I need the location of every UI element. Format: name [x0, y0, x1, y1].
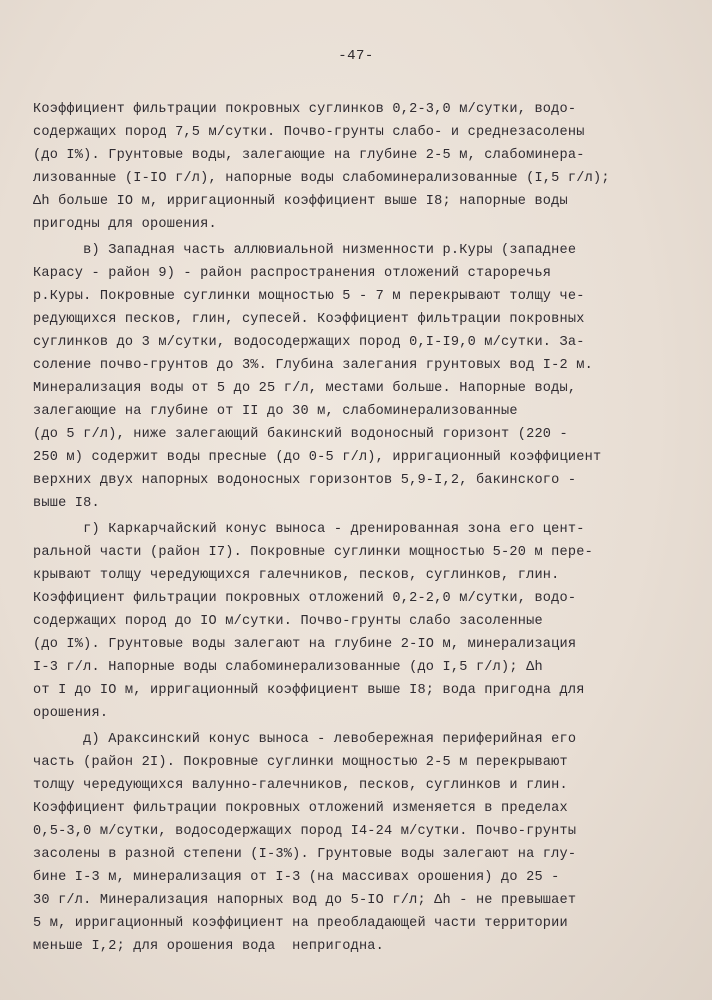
text-line: (до I%). Грунтовые воды залегают на глубине 2-IO м, минерализация [33, 637, 577, 652]
text-line: пригодны для орошения. [33, 217, 217, 232]
text-line: Коэффициент фильтрации покровных отложений 0,2-2,0 м/сутки, водо- [33, 591, 577, 606]
text-line: орошения. [33, 706, 109, 721]
text-line: Коэффициент фильтрации покровных отложений изменяется в пределах [33, 801, 568, 816]
text-line: толщу чередующихся валунно-галечников, песков, суглинков и глин. [33, 778, 568, 793]
text-line: 30 г/л. Минерализация напорных вод до 5-IO г/л; Δh - не превышает [33, 893, 577, 908]
text-line: от I до IO м, ирригационный коэффициент выше I8; вода пригодна для [33, 683, 585, 698]
text-line: бине I-3 м, минерализация от I-3 (на массивах орошения) до 25 - [33, 870, 560, 885]
text-line: ральной части (район I7). Покровные суглинки мощностью 5-20 м пере- [33, 545, 593, 560]
text-line: Коэффициент фильтрации покровных суглинков 0,2-3,0 м/сутки, водо- [33, 102, 577, 117]
body-text [33, 98, 693, 958]
text-line: д) Араксинский конус выноса - левобережная периферийная его [33, 732, 577, 747]
page-number: -47- [338, 48, 374, 64]
text-line: (до 5 г/л), ниже залегающий бакинский водоносный горизонт (220 - [33, 427, 568, 442]
text-line: (до I%). Грунтовые воды, залегающие на глубине 2-5 м, слабоминера- [33, 148, 585, 163]
text-line: г) Каркарчайский конус выноса - дренированная зона его цент- [33, 522, 585, 537]
text-line: 5 м, ирригационный коэффициент на преобладающей части территории [33, 916, 568, 931]
text-line: редующихся песков, глин, супесей. Коэффициент фильтрации покровных [33, 312, 585, 327]
text-line: меньше I,2; для орошения вода непригодна. [33, 939, 385, 954]
text-line: выше I8. [33, 496, 100, 511]
text-line: 0,5-3,0 м/сутки, водосодержащих пород I4-24 м/сутки. Почво-грунты [33, 824, 577, 839]
text-line: верхних двух напорных водоносных горизонтов 5,9-I,2, бакинского - [33, 473, 577, 488]
text-line: I-3 г/л. Напорные воды слабоминерализованные (до I,5 г/л); Δh [33, 660, 543, 675]
text-line: залегающие на глубине от II до 30 м, слабоминерализованные [33, 404, 518, 419]
text-line: содержащих пород 7,5 м/сутки. Почво-грунты слабо- и среднезасолены [33, 125, 585, 140]
text-line: 250 м) содержит воды пресные (до 0-5 г/л), ирригационный коэффициент [33, 450, 602, 465]
text-line: Минерализация воды от 5 до 25 г/л, местами больше. Напорные воды, [33, 381, 577, 396]
text-line: в) Западная часть аллювиальной низменности р.Куры (западнее [33, 243, 577, 258]
text-line: суглинков до 3 м/сутки, водосодержащих пород 0,I-I9,0 м/сутки. За- [33, 335, 585, 350]
text-line: р.Куры. Покровные суглинки мощностью 5 - 7 м перекрывают толщу че- [33, 289, 585, 304]
text-line: засолены в разной степени (I-3%). Грунтовые воды залегают на глу- [33, 847, 577, 862]
text-line: Карасу - район 9) - район распространения отложений старoречья [33, 266, 552, 281]
text-line: соление почво-грунтов до 3%. Глубина залегания грунтовых вод I-2 м. [33, 358, 593, 373]
text-line: часть (район 2I). Покровные суглинки мощностью 2-5 м перекрывают [33, 755, 568, 770]
text-line: крывают толщу чередующихся галечников, песков, суглинков, глин. [33, 568, 560, 583]
text-line: Δh больше IO м, ирригационный коэффициент выше I8; напорные воды [33, 194, 568, 209]
text-line: лизованные (I-IO г/л), напорные воды слабоминерализованные (I,5 г/л); [33, 171, 610, 186]
text-line: содержащих пород до IO м/сутки. Почво-грунты слабо засоленные [33, 614, 543, 629]
